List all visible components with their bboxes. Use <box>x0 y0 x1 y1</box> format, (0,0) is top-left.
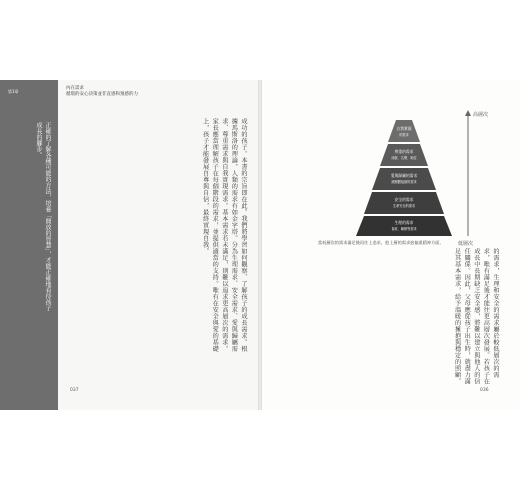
level-3-subtitle: 被團體接納的需求 <box>391 180 417 184</box>
right-body-text: 的需求，生理和安全的需求屬於較低層次的需求，唯有滿足後才能往更高層次發展。若孩子在成長中長期缺乏安全感，將難以建立與他人的信任關係。因此，父母應從孩子出生時，就盡力滿足其基本需求，給予溫暖的擁抱與穩定的照顧。 <box>453 248 499 385</box>
level-2-title: 尊重的需求 <box>394 149 414 154</box>
pyramid-caption: 當低層次的需求滿足後再往上追求，愈上層的需求愈偏重精神方面。 <box>318 240 444 245</box>
left-body-text: 成功的孩子。本書的宗旨即在此。我們將學習如何觀察、了解孩子的成長需求。根據馬斯洛的理論，人類的需求有如金字塔。分為生理需求、安全需求、愛與歸屬需求、尊重需求與自我實現需求。基本需求若未滿足，則難以追求更高層次的需求。家長應當理解孩子在每個階段的需求，並提供適當的支持。唯有在安全與愛的基礎上，孩子才能發展自尊與自信，最終實現自我。 <box>201 118 247 352</box>
pyramid-level-3 <box>372 168 436 190</box>
chapter-tag <box>66 86 138 97</box>
level-5-subtitle: 食欲、睡眠等需求 <box>391 227 417 231</box>
chapter-tag-subtitle: 循環的安心決策並非直感和預感的力 <box>66 91 138 97</box>
level-5-title: 生理的需求 <box>394 220 414 225</box>
level-4-title: 安全的需求 <box>394 197 414 202</box>
book-gutter <box>258 80 262 410</box>
pyramid-level-2 <box>380 144 428 166</box>
chapter-label: 第1章 <box>8 89 19 94</box>
high-level-label: 高層次 <box>473 112 489 118</box>
pyramid-level-4 <box>364 192 444 214</box>
chapter-tag-title: 內在需求 <box>66 86 84 91</box>
level-4-subtitle: 生命安全的需求 <box>392 204 416 208</box>
level-3-title: 愛與歸屬的需求 <box>390 173 418 178</box>
level-1-subtitle: 的需求 <box>399 133 409 137</box>
right-page-number: 036 <box>480 388 489 393</box>
low-level-label: 低層次 <box>458 241 474 247</box>
level-1-title: 自我實現 <box>396 126 412 131</box>
margin-quote: 正確的了解各種可能的方法，培養「開放的智慧」，才能正確地看待孩子成長的腳步。 <box>35 122 51 311</box>
maslow-pyramid <box>318 108 489 248</box>
pyramid-level-5 <box>356 216 452 236</box>
level-2-subtitle: 成就、名聲、地位 <box>391 156 417 160</box>
arrow-head-icon <box>465 110 471 116</box>
pyramid-level-1 <box>388 120 420 142</box>
left-page-number: 037 <box>70 388 79 393</box>
